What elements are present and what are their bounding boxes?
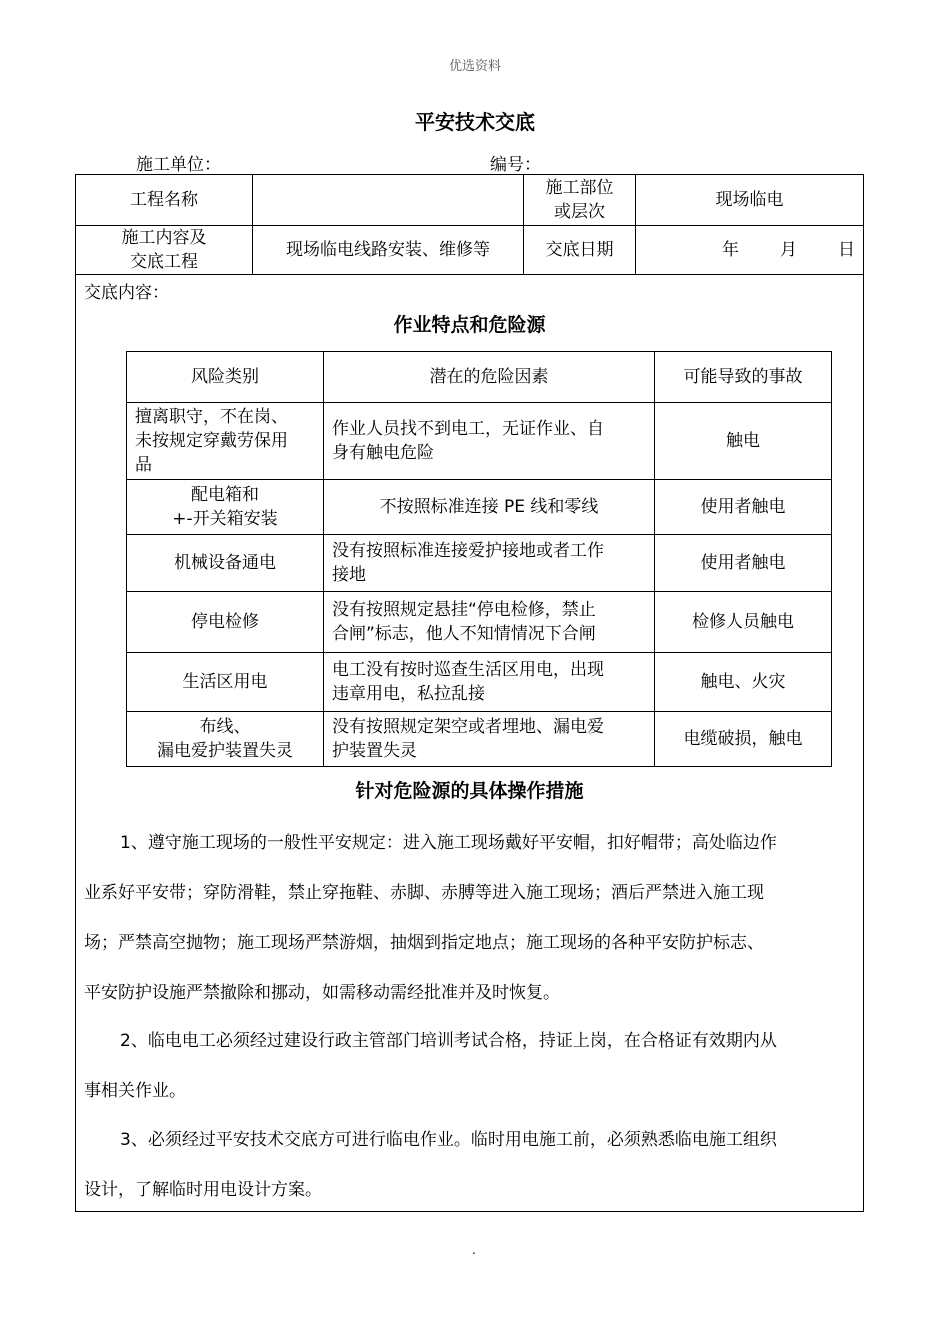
risk-row-2-factor: 不按照标准连接 PE 线和零线 — [379, 497, 599, 517]
risk-table — [126, 351, 832, 767]
risk-row-3-accident: 使用者触电 — [700, 553, 786, 573]
risk-row-1-category-line1: 擅离职守，不在岗、 — [135, 407, 288, 427]
risk-row-4-factor — [324, 592, 654, 652]
risk-row-4-factor-line1: 没有按照规定悬挂“停电检修，禁止 — [332, 600, 596, 620]
risk-row-5-factor-line1: 电工没有按时巡查生活区用电，出现 — [332, 660, 604, 680]
date-month: 月 — [780, 240, 797, 260]
risk-row-1-category-line2: 未按规定穿戴劳保用 — [135, 431, 288, 451]
construction-unit-label: 施工单位： — [136, 155, 221, 175]
risk-row-6-category-line1: 布线、 — [199, 717, 251, 737]
measure-1-line1: 1、遵守施工现场的一般性平安规定：进入施工现场戴好平安帽，扣好帽带；高处临边作 — [120, 833, 777, 853]
risk-row-5-factor — [324, 653, 654, 711]
location-label — [524, 175, 635, 225]
risk-header-category: 风险类别 — [191, 367, 259, 387]
measure-paragraph-1 — [84, 818, 864, 1018]
risk-row-5-category: 生活区用电 — [182, 672, 268, 692]
risk-row-1-category — [127, 403, 323, 479]
document-title: 平安技术交底 — [415, 110, 535, 134]
date-day: 日 — [838, 240, 855, 260]
measure-2-line1: 2、临电电工必须经过建设行政主管部门培训考试合格，持证上岗，在合格证有效期内从 — [120, 1031, 777, 1051]
risk-row-6-factor-line1: 没有按照规定架空或者埋地、漏电爱 — [332, 717, 604, 737]
risk-row-5-factor-line2: 违章用电，私拉乱接 — [332, 684, 485, 704]
project-name-label: 工程名称 — [130, 190, 198, 210]
measure-1-line2: 业系好平安带；穿防滑鞋，禁止穿拖鞋、赤脚、赤膊等进入施工现场；酒后严禁进入施工现 — [84, 883, 764, 903]
risk-row-4-category: 停电检修 — [191, 612, 259, 632]
measure-1-line4: 平安防护设施严禁撤除和挪动，如需移动需经批准并及时恢复。 — [84, 983, 560, 1003]
project-name-value — [253, 175, 523, 225]
measure-2-line2: 事相关作业。 — [84, 1081, 186, 1101]
risk-row-2-category — [127, 480, 323, 534]
content-label-line2: 交底工程 — [130, 252, 198, 272]
risk-row-6-factor-line2: 护装置失灵 — [332, 741, 417, 761]
location-label-line2: 或层次 — [554, 202, 605, 222]
risk-row-3-factor-line1: 没有按照标准连接爱护接地或者工作 — [332, 541, 604, 561]
disclosure-content-label: 交底内容： — [84, 283, 169, 303]
date-label: 交底日期 — [545, 240, 614, 260]
content-label — [76, 226, 252, 274]
risk-row-2-category-line2: +-开关箱安装 — [172, 509, 278, 529]
risk-row-1-category-line3: 品 — [135, 455, 152, 475]
location-label-line1: 施工部位 — [545, 178, 614, 198]
risk-header-accident: 可能导致的事故 — [683, 367, 803, 387]
risk-row-3-factor-line2: 接地 — [332, 565, 366, 585]
measure-1-line3: 场；严禁高空抛物；施工现场严禁游烟，抽烟到指定地点；施工现场的各种平安防护标志、 — [84, 933, 764, 953]
measure-paragraph-2 — [84, 1016, 864, 1116]
risk-row-6-accident: 电缆破损，触电 — [683, 729, 803, 749]
risk-row-2-accident: 使用者触电 — [700, 497, 786, 517]
section-hazards-title: 作业特点和危险源 — [393, 314, 546, 336]
footer-mark: . — [472, 1243, 476, 1257]
measure-paragraph-3 — [84, 1115, 864, 1215]
location-value: 现场临电 — [715, 190, 784, 210]
risk-row-1-accident: 触电 — [726, 431, 760, 451]
content-value: 现场临电线路安装、维修等 — [286, 240, 490, 260]
section-measures-title: 针对危险源的具体操作措施 — [355, 780, 584, 802]
risk-row-1-factor — [324, 403, 654, 479]
risk-row-3-category: 机械设备通电 — [174, 553, 276, 573]
document-number-label: 编号： — [490, 155, 541, 175]
measure-3-line1: 3、必须经过平安技术交底方可进行临电作业。临时用电施工前，必须熟悉临电施工组织 — [120, 1130, 777, 1150]
risk-row-5-accident: 触电、火灾 — [700, 672, 786, 692]
measure-3-line2: 设计，了解临时用电设计方案。 — [84, 1180, 322, 1200]
risk-row-3-factor — [324, 535, 654, 591]
risk-header-factor: 潜在的危险因素 — [429, 367, 549, 387]
content-label-line1: 施工内容及 — [121, 228, 207, 248]
risk-row-6-category-line2: 漏电爱护装置失灵 — [157, 741, 293, 761]
date-year: 年 — [722, 240, 739, 260]
risk-row-1-factor-line2: 身有触电危险 — [332, 443, 434, 463]
risk-row-1-factor-line1: 作业人员找不到电工，无证作业、自 — [332, 419, 604, 439]
risk-row-2-category-line1: 配电箱和 — [191, 485, 259, 505]
risk-row-4-factor-line2: 合闸”标志，他人不知情情况下合闸 — [332, 624, 596, 644]
risk-row-6-category — [127, 712, 323, 766]
date-value — [636, 226, 863, 274]
risk-row-4-accident: 检修人员触电 — [692, 612, 794, 632]
header-watermark: 优选资料 — [448, 59, 501, 74]
risk-row-6-factor — [324, 712, 654, 766]
